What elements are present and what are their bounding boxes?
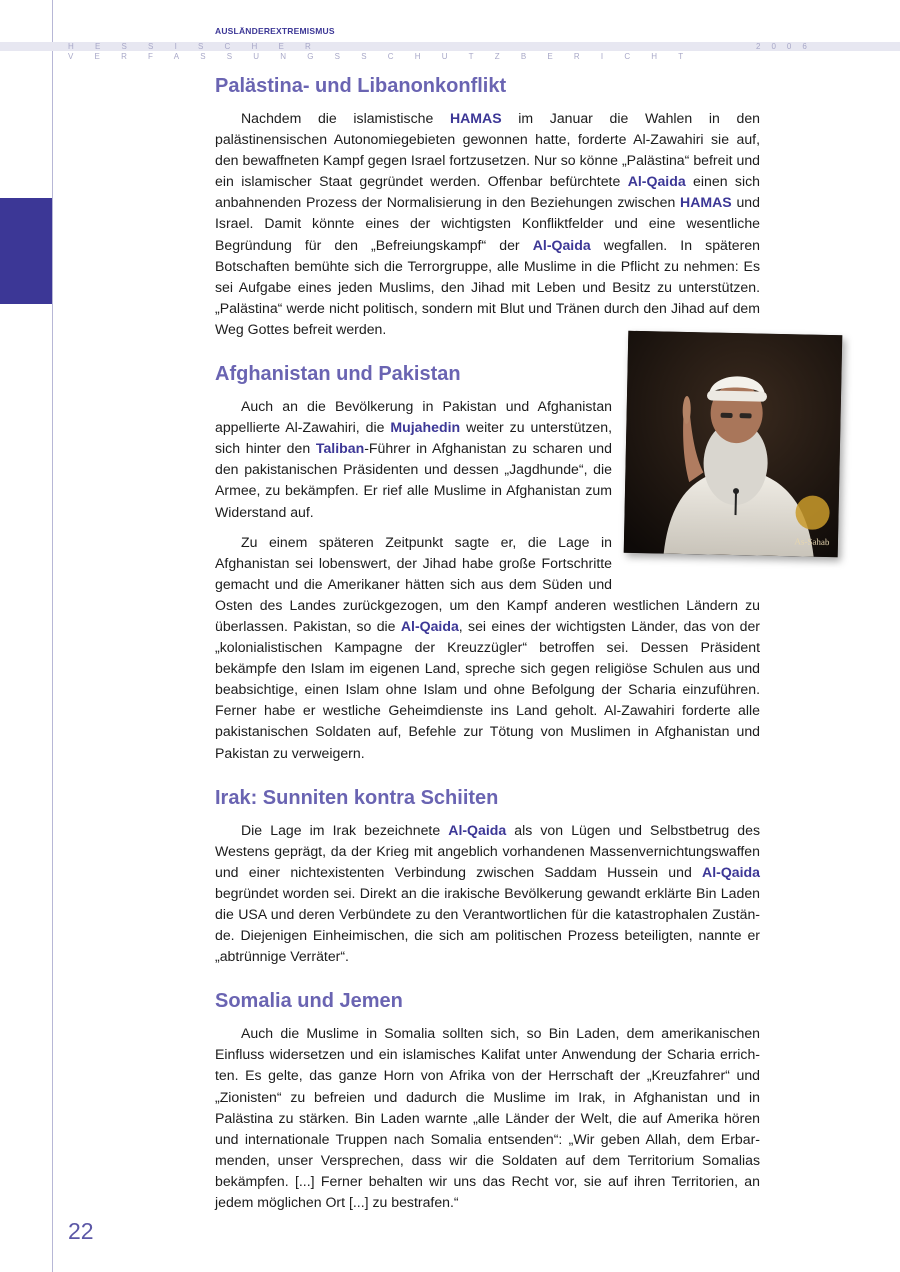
section [215,784,760,968]
margin-rule [52,0,53,1272]
section-heading: Afghanistan und Pakistan [215,363,461,386]
section-heading: Irak: Sunniten kontra Schiiten [215,786,499,809]
text-run: wegfallen. In späteren Botschaften bemühte sich die Terrorgruppe, alle Muslime in die Pflicht zu nehmen: Es sei Aufgabe eines jeden Muslims, den Jihad mit Leben und Besitz zu unterstützen. „Palästina“ werde nicht politisch, sondern mit Blut und Tränen durch den Jihad auf dem Weg Gottes befreit werden. [215,236,760,337]
organization-name: Al-Qaida [702,863,760,880]
text-run: im Januar die Wahlen in den palästinensischen Autonomiegebieten gewonnen hatte, forderte Al-Zawahiri sie auf, den bewaffneten Kampf gegen Israel fortzusetzen. Nur so könne „Palästina“ befreit und ein islamischer Staat gegründet werden. Offenbar befürchtete [215,110,760,190]
text-run: als von Lügen und Selbstbetrug des Westens geprägt, da der Krieg mit angeblich vorhandenen Massenvernichtungswaffen und einer nichtexistenten Verbindung zwischen Saddam Hussein und [215,821,760,880]
organization-name: Al-Qaida [400,617,459,634]
text-run: Die Lage im Irak bezeichnete [241,821,449,838]
section [215,360,760,764]
text-run: weiter zu unterstützen, sich hinter den [215,419,612,457]
paragraph [215,820,760,968]
running-head: AUSLÄNDEREXTREMISMUS [215,26,335,36]
organization-name: Taliban [315,440,365,457]
text-run: Auch an die Bevölkerung in Pakistan und Afghanistan appellierte Al-Zawahiri, die [215,398,612,436]
organization-name: Al-Qaida [627,173,686,190]
paragraph [215,1023,760,1213]
paragraph [215,108,760,340]
section-heading: Somalia und Jemen [215,990,403,1013]
text-run: , sei eines der wichtigsten Länder, das von der „kolonialistischen Kampagne der Kreuzzügler“ betroffen sei. Dessen Präsident bekämpfe den Islam im eigenen Land, spreche sich gegen religiöse Schulen aus und beabsichtige, einen Islam ohne Islam und ohne Befolgung der Scharia einzuführen. Ferner habe er westliche Geheimdienste ins Land geholt. Al-Zawahiri forderte alle pakistanischen Soldaten auf, Befehle zur Tötung von Muslimen in Afghanistan und Pakistan zu verweigern. [215,617,760,761]
organization-name: Al-Qaida [448,821,507,838]
organization-name: HAMAS [449,110,502,126]
paragraph [215,396,612,523]
organization-name: Al-Qaida [532,236,591,253]
section [215,987,760,1213]
text-run: Auch die Muslime in Somalia sollten sich, so Bin Laden, dem amerikanischen Einfluss widersetzen und ein islamisches Kalifat unter Anwendung der Scharia errichten. Es gelte, das ganze Horn von Afrika von der Herrschaft der „Kreuzfahrer“ und „Zionisten“ zu befreien und dadurch die Muslime im Irak, in Afghanistan und in Palästina zu stärken. Bin Laden warnte „alle Länder der Welt, die auf Amerika hören und internationale Truppen nach Somalia entsenden“: „Wir geben Allah, dem Erbarmenden, unser Versprechen, dass wir die Soldaten auf dem Territorium Somalias bekämpfen. [...] Ferner behalten wir uns das Recht vor, sie auf ihren Territorien, an jedem möglichen Ort [...] zu bestrafen.“ [215,1025,760,1211]
article-body [215,72,760,1222]
text-run: Nachdem die islamistische [241,110,450,126]
report-year: 2006 [756,42,818,51]
text-run: Zu einem späteren Zeitpunkt sagte er, die Lage in Afghanistan sei lobenswert, der Jihad habe große Fortschritte gemacht und die Amerikaner hätten sich aus dem Süden und Osten des Landes zurückgezogen, um den Kampf anderen westlichen Ländern zu überlassen. Pakistan, so die [215,533,760,634]
text-run: einen sich anbahnenden Prozess der Normalisierung in den Beziehungen zwischen [215,173,760,211]
text-run: begründet worden sei. Direkt an die irakische Bevölkerung gewandt erklärte Bin Laden die USA und deren Verbündete zu den Verantwortlichen für die katastrophalen Zustände. Diejenigen Einheimischen, die sich am politischen Prozess beteiligten, nannte er „abtrünnige Verräter“. [215,884,760,965]
organization-name: HAMAS [680,194,732,211]
text-run: und Israel. Damit könnte eines der wichtigsten Konfliktfelder und eine wesentliche Begründung für den „Befreiungskampf“ der [215,194,760,253]
report-title: HESSISCHER VERFASSUNGSSCHUTZBERICHT [68,42,705,61]
section-heading: Palästina- und Libanonkonflikt [215,75,507,97]
page-number: 22 [68,1218,94,1244]
text-run: -Führer in Afghanistan zu scharen und den pakistanischen Präsidenten und dessen „Jagdhunde“, die Armee, zu bekämpfen. Er rief alle Muslime in Afghanistan zum Widerstand auf. [215,440,612,520]
chapter-tab [0,198,52,304]
organization-name: Mujahedin [390,419,461,436]
watermark-text: As-Sahab [794,536,830,548]
section [215,72,760,340]
